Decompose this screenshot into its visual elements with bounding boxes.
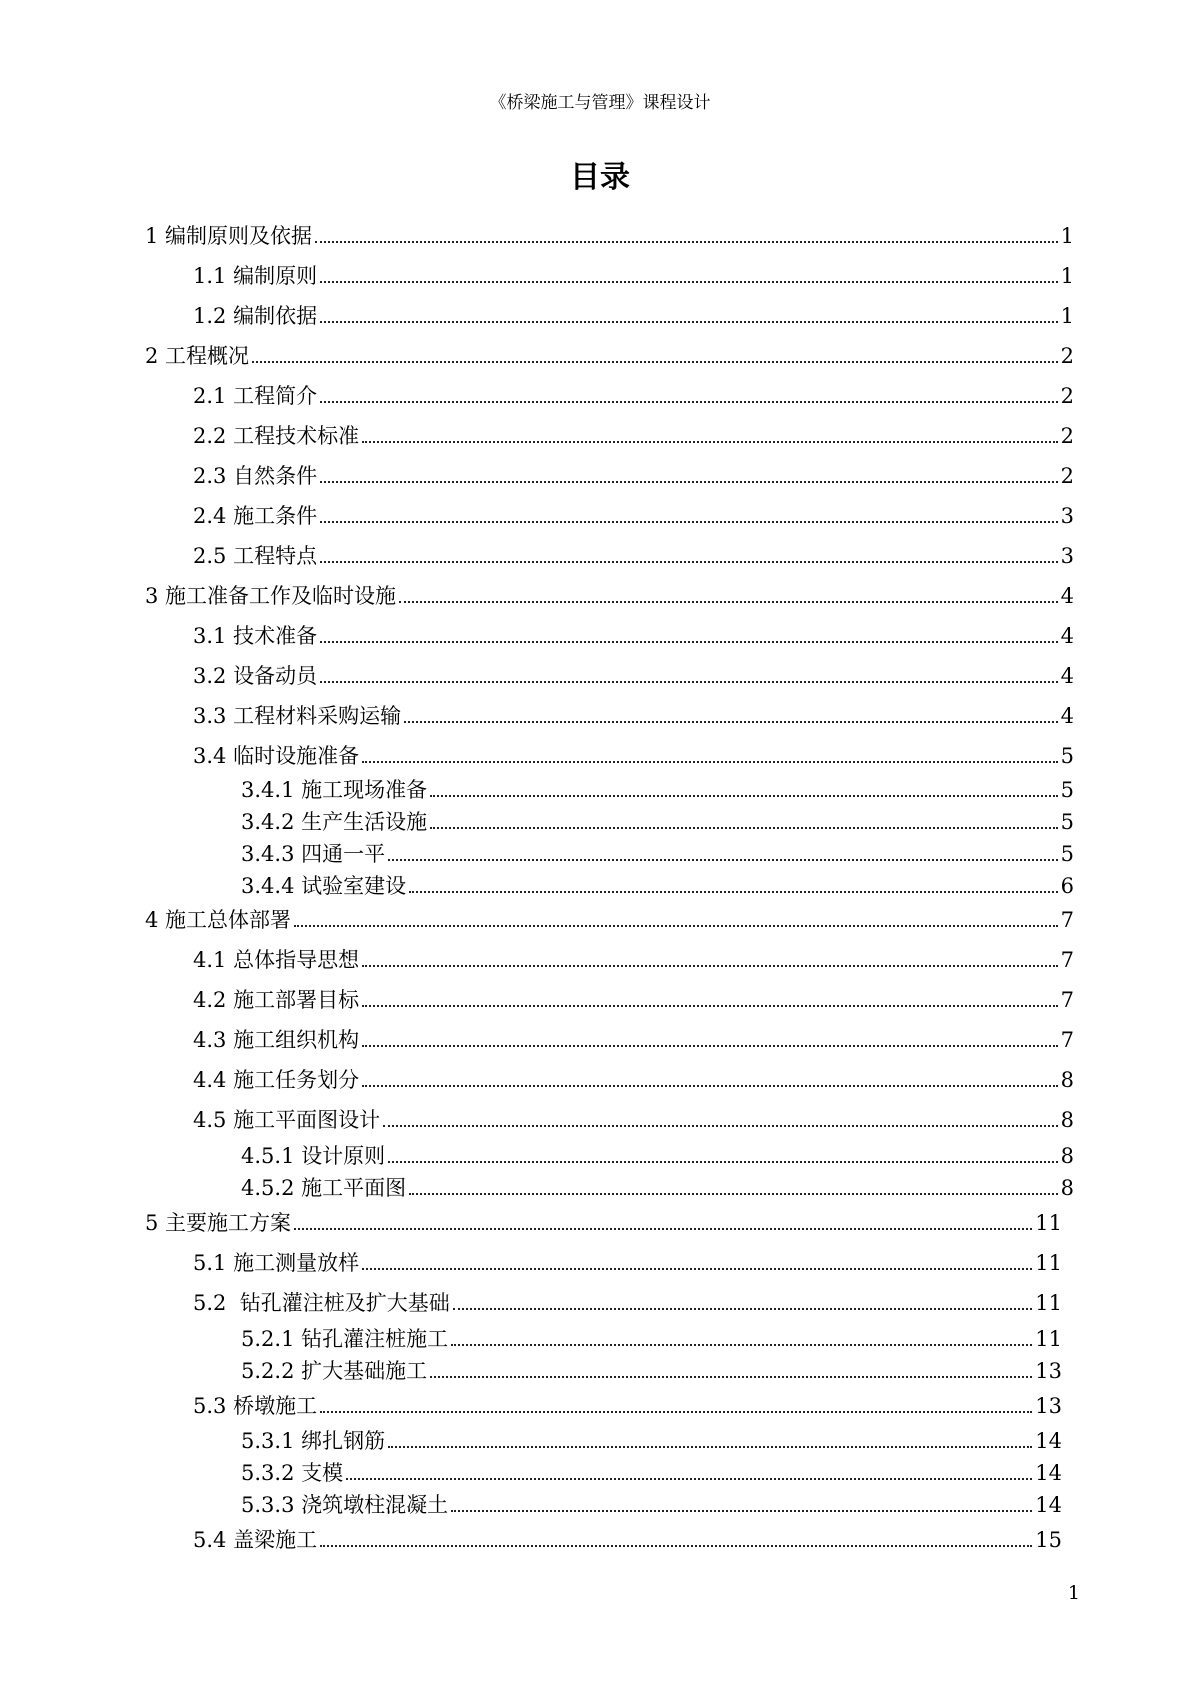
toc-entry[interactable]: [193, 1289, 1062, 1317]
dot-leader: [294, 925, 1058, 927]
toc-entry[interactable]: [241, 1491, 1062, 1519]
toc-entry[interactable]: [145, 342, 1074, 370]
toc-entry[interactable]: [193, 1106, 1074, 1134]
page-title: 目录: [570, 160, 630, 195]
dot-leader: [320, 401, 1058, 403]
toc-entry-page: 14: [1035, 1493, 1062, 1517]
toc-entry-label: 2.1 工程简介: [193, 384, 318, 408]
toc-entry-label: 4 施工总体部署: [145, 908, 292, 932]
dot-leader: [451, 1344, 1032, 1346]
toc-entry-page: 4: [1060, 584, 1074, 608]
dot-leader: [388, 859, 1058, 861]
toc-entry-label: 4.1 总体指导思想: [193, 948, 360, 972]
dot-leader: [320, 1545, 1032, 1547]
toc-entry-page: 3: [1060, 504, 1074, 528]
toc-entry[interactable]: [241, 776, 1074, 804]
toc-entry-page: 1: [1060, 304, 1074, 328]
toc-entry-label: 3.4.3 四通一平: [241, 842, 386, 866]
dot-leader: [252, 361, 1058, 363]
dot-leader: [320, 321, 1058, 323]
toc-entry[interactable]: [193, 1066, 1074, 1094]
toc-entry-label: 3.3 工程材料采购运输: [193, 704, 402, 728]
toc-entry-label: 3.4.2 生产生活设施: [241, 810, 428, 834]
toc-entry-label: 5.3.1 绑扎钢筋: [241, 1429, 386, 1453]
toc-entry-page: 13: [1035, 1359, 1062, 1383]
dot-leader: [362, 761, 1058, 763]
toc-entry-label: 1.1 编制原则: [193, 264, 318, 288]
toc-entry-label: 4.5.2 施工平面图: [241, 1176, 407, 1200]
dot-leader: [362, 441, 1058, 443]
toc-entry-label: 5 主要施工方案: [145, 1211, 292, 1235]
toc-entry-page: 5: [1060, 842, 1074, 866]
toc-entry-page: 5: [1060, 744, 1074, 768]
toc-entry-label: 5.2 钻孔灌注桩及扩大基础: [193, 1291, 450, 1315]
toc-entry-label: 5.2.1 钻孔灌注桩施工: [241, 1327, 449, 1351]
dot-leader: [320, 281, 1058, 283]
toc-entry-label: 3 施工准备工作及临时设施: [145, 584, 397, 608]
toc-entry-page: 14: [1035, 1461, 1062, 1485]
toc-entry-page: 3: [1060, 544, 1074, 568]
toc-entry[interactable]: [241, 1357, 1062, 1385]
toc-entry-page: 11: [1035, 1327, 1062, 1351]
dot-leader: [430, 827, 1058, 829]
toc-entry-label: 4.5.1 设计原则: [241, 1144, 386, 1168]
toc-entry-page: 8: [1060, 1176, 1074, 1200]
dot-leader: [315, 241, 1058, 243]
toc-entry-label: 5.3 桥墩施工: [193, 1394, 318, 1418]
dot-leader: [320, 561, 1058, 563]
toc-entry[interactable]: [241, 1459, 1062, 1487]
dot-leader: [320, 1411, 1032, 1413]
toc-entry[interactable]: [241, 808, 1074, 836]
toc-entry-page: 4: [1060, 704, 1074, 728]
toc-entry[interactable]: [145, 1209, 1062, 1237]
toc-entry[interactable]: [193, 382, 1074, 410]
toc-entry[interactable]: [193, 302, 1074, 330]
toc-entry-label: 2.4 施工条件: [193, 504, 318, 528]
dot-leader: [409, 1193, 1058, 1195]
dot-leader: [453, 1308, 1033, 1310]
toc-entry-label: 5.3.3 浇筑墩柱混凝土: [241, 1493, 449, 1517]
toc-entry[interactable]: [193, 462, 1074, 490]
toc-entry-label: 2.2 工程技术标准: [193, 424, 360, 448]
toc-entry[interactable]: [193, 986, 1074, 1014]
dot-leader: [362, 1005, 1058, 1007]
toc-entry[interactable]: [193, 542, 1074, 570]
dot-leader: [320, 641, 1058, 643]
toc-entry-page: 7: [1060, 988, 1074, 1012]
dot-leader: [383, 1125, 1058, 1127]
toc-entry-page: 7: [1060, 908, 1074, 932]
dot-leader: [362, 1268, 1032, 1270]
toc-entry-label: 5.4 盖梁施工: [193, 1528, 318, 1552]
toc-entry-page: 1: [1060, 264, 1074, 288]
dot-leader: [388, 1161, 1058, 1163]
toc-entry[interactable]: [145, 906, 1074, 934]
toc-entry-page: 7: [1060, 1028, 1074, 1052]
dot-leader: [362, 1085, 1058, 1087]
page-header: 《桥梁施工与管理》课程设计: [489, 93, 711, 113]
toc-entry[interactable]: [193, 1026, 1074, 1054]
toc-entry-label: 5.1 施工测量放样: [193, 1251, 360, 1275]
toc-entry-label: 2 工程概况: [145, 344, 250, 368]
toc-entry-page: 7: [1060, 948, 1074, 972]
dot-leader: [346, 1478, 1032, 1480]
toc-entry-page: 4: [1060, 664, 1074, 688]
toc-entry-label: 2.3 自然条件: [193, 464, 318, 488]
dot-leader: [320, 681, 1058, 683]
dot-leader: [399, 601, 1058, 603]
toc-entry-page: 2: [1060, 344, 1074, 368]
toc-entry-label: 4.4 施工任务划分: [193, 1068, 360, 1092]
dot-leader: [320, 521, 1058, 523]
toc-entry[interactable]: [193, 1249, 1062, 1277]
toc-entry-page: 14: [1035, 1429, 1062, 1453]
toc-entry[interactable]: [193, 622, 1074, 650]
toc-entry[interactable]: [193, 742, 1074, 770]
toc-entry-label: 1.2 编制依据: [193, 304, 318, 328]
toc-entry-page: 8: [1060, 1108, 1074, 1132]
toc-entry-page: 11: [1035, 1291, 1062, 1315]
toc-entry[interactable]: [193, 662, 1074, 690]
toc-entry-page: 2: [1060, 424, 1074, 448]
toc-entry-label: 3.4.4 试验室建设: [241, 874, 407, 898]
dot-leader: [409, 891, 1058, 893]
dot-leader: [362, 965, 1058, 967]
dot-leader: [320, 481, 1058, 483]
toc-entry[interactable]: [145, 222, 1074, 250]
toc-entry-label: 3.2 设备动员: [193, 664, 318, 688]
toc-entry[interactable]: [241, 872, 1074, 900]
toc-entry-label: 3.4 临时设施准备: [193, 744, 360, 768]
dot-leader: [362, 1045, 1058, 1047]
toc-entry-label: 4.2 施工部署目标: [193, 988, 360, 1012]
page-number: 1: [1067, 1582, 1080, 1604]
dot-leader: [451, 1510, 1032, 1512]
toc-entry[interactable]: [193, 946, 1074, 974]
toc-entry-page: 13: [1035, 1394, 1062, 1418]
toc-entry-page: 8: [1060, 1068, 1074, 1092]
toc-entry-page: 2: [1060, 384, 1074, 408]
toc-entry[interactable]: [241, 840, 1074, 868]
toc-entry-label: 2.5 工程特点: [193, 544, 318, 568]
toc-entry-page: 1: [1060, 224, 1074, 248]
dot-leader: [404, 721, 1058, 723]
toc-entry-page: 8: [1060, 1144, 1074, 1168]
toc-entry[interactable]: [241, 1427, 1062, 1455]
dot-leader: [294, 1228, 1032, 1230]
toc-entry[interactable]: [193, 1392, 1062, 1420]
toc-entry-label: 5.2.2 扩大基础施工: [241, 1359, 428, 1383]
toc-entry-label: 1 编制原则及依据: [145, 224, 313, 248]
toc-entry-label: 4.5 施工平面图设计: [193, 1108, 381, 1132]
toc-entry[interactable]: [241, 1325, 1062, 1353]
toc-entry[interactable]: [193, 702, 1074, 730]
dot-leader: [430, 795, 1058, 797]
toc-entry[interactable]: [193, 422, 1074, 450]
dot-leader: [430, 1376, 1032, 1378]
toc-entry-page: 2: [1060, 464, 1074, 488]
toc-entry-page: 5: [1060, 810, 1074, 834]
toc-entry[interactable]: [193, 502, 1074, 530]
toc-entry-page: 11: [1035, 1211, 1062, 1235]
toc-entry[interactable]: [241, 1142, 1074, 1170]
dot-leader: [388, 1446, 1032, 1448]
toc-entry-label: 5.3.2 支模: [241, 1461, 344, 1485]
toc-entry[interactable]: [193, 1526, 1062, 1554]
toc-entry-label: 3.4.1 施工现场准备: [241, 778, 428, 802]
toc-entry[interactable]: [241, 1174, 1074, 1202]
toc-entry-label: 4.3 施工组织机构: [193, 1028, 360, 1052]
toc-entry-page: 15: [1035, 1528, 1062, 1552]
toc-entry-label: 3.1 技术准备: [193, 624, 318, 648]
toc-entry[interactable]: [145, 582, 1074, 610]
toc-entry-page: 4: [1060, 624, 1074, 648]
toc-entry-page: 11: [1035, 1251, 1062, 1275]
toc-entry-page: 6: [1060, 874, 1074, 898]
toc-entry-page: 5: [1060, 778, 1074, 802]
toc-entry[interactable]: [193, 262, 1074, 290]
